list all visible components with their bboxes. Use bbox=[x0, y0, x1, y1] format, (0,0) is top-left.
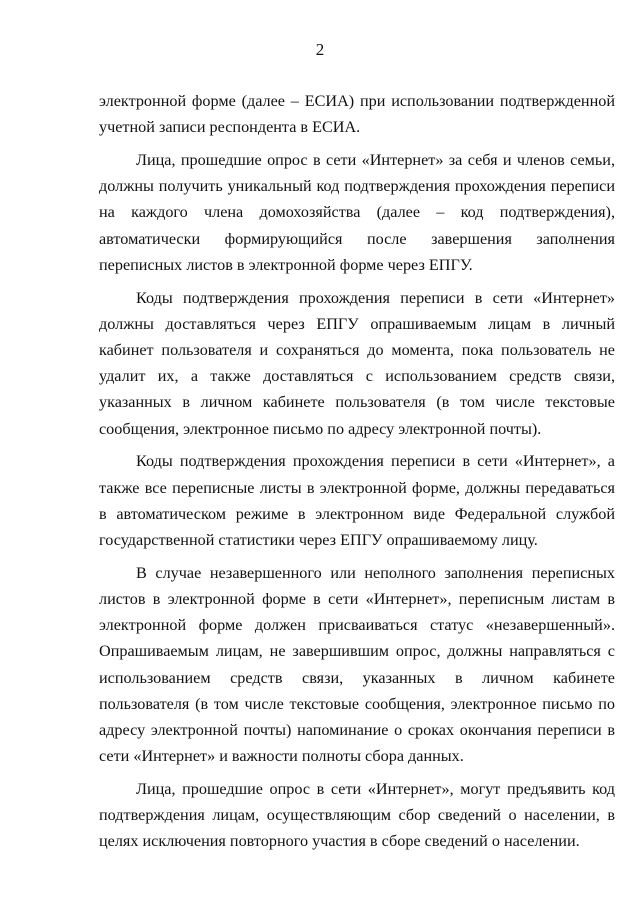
paragraph-code-delivery: Коды подтверждения прохождения переписи в сети «Интернет» должны доставляться через ЕПГУ опрашиваемым лицам в личный кабинет пользователя и сохраняться до момента, пока пользователь не удалит их, а также доставляться с использованием средств связи, указанных в личном кабинете пользователя (в том числе текстовые сообщения, электронное письмо по адресу электронной почты). bbox=[99, 288, 615, 438]
document-body bbox=[99, 88, 615, 861]
paragraph-present-code: Лица, прошедшие опрос в сети «Интернет», могут предъявить код подтверждения лицам, осуществляющим сбор сведений о населении, в целях исключения повторного участия в сборе сведений о населении. bbox=[99, 780, 615, 851]
paragraph-incomplete-status: В случае незавершенного или неполного заполнения переписных листов в электронной форме в сети «Интернет», переписным листам в электронной форме должен присваиваться статус «незавершенный». Опрашиваемым лицам, не завершившим опрос, должны направляться с использованием средств связи, указанных в личном кабинете пользователя (в том числе текстовые сообщения, электронное письмо по адресу электронной почты) напоминание о сроках окончания переписи в сети «Интернет» и важности полноты сбора данных. bbox=[99, 563, 615, 766]
paragraph-code-transfer: Коды подтверждения прохождения переписи в сети «Интернет», а также все переписные листы в электронной форме, должны передаваться в автоматическом режиме в электронном виде Федеральной службой государственной статистики через ЕПГУ опрашиваемому лицу. bbox=[99, 452, 615, 550]
paragraph-confirmation-code: Лица, прошедшие опрос в сети «Интернет» за себя и членов семьи, должны получить уникальный код подтверждения прохождения переписи на каждого члена домохозяйства (далее – код подтверждения), автоматически формирующийся после завершения заполнения переписных листов в электронной форме через ЕПГУ. bbox=[99, 151, 615, 274]
paragraph-continuation: электронной форме (далее – ЕСИА) при использовании подтвержденной учетной записи респондента в ЕСИА. bbox=[99, 92, 615, 137]
page-number: 2 bbox=[315, 40, 325, 59]
